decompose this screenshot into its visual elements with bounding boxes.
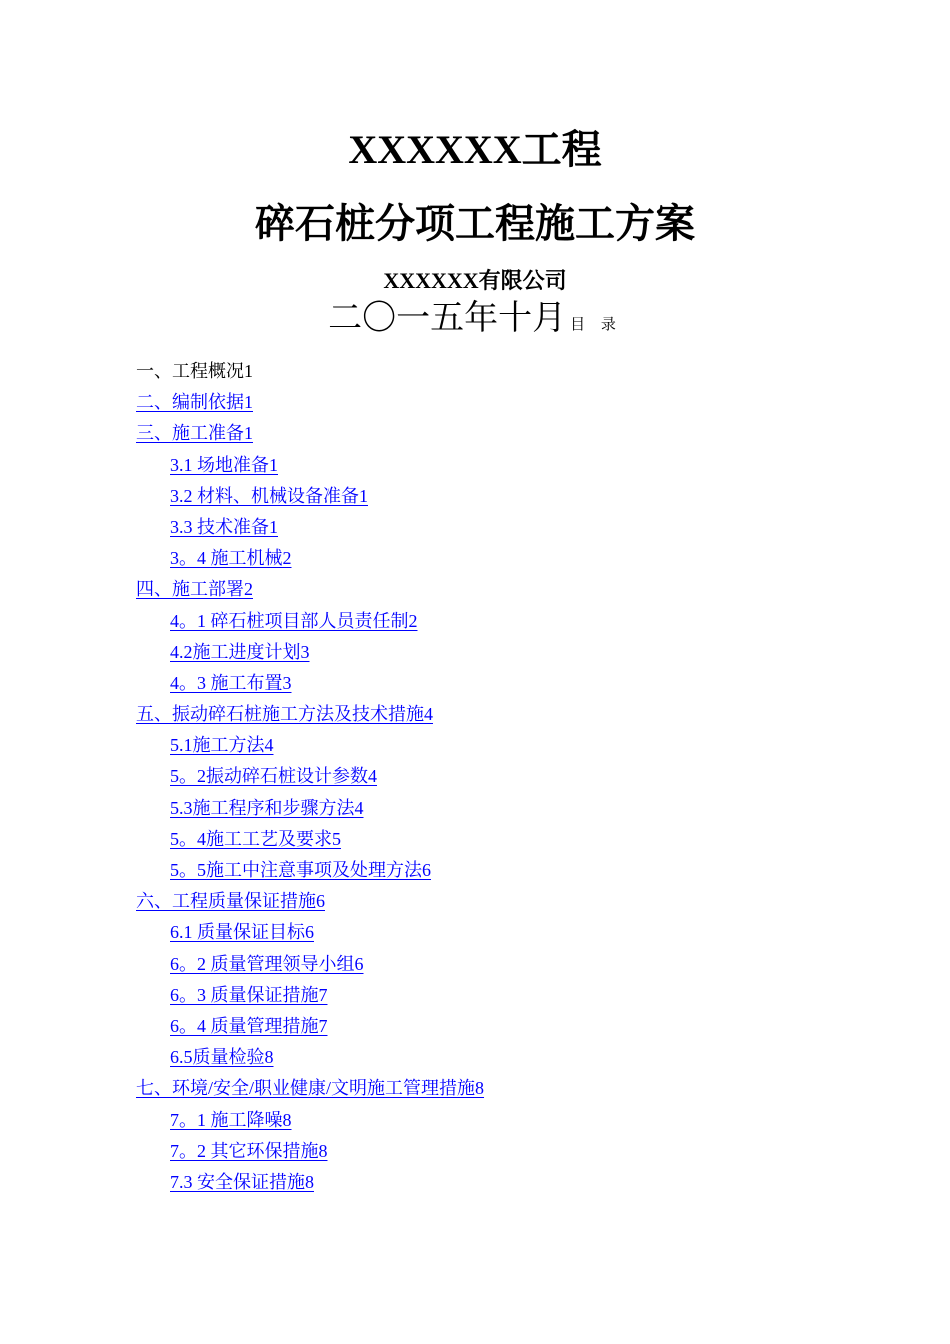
toc-item[interactable]	[0, 606, 950, 637]
toc-item[interactable]	[0, 1011, 950, 1042]
toc-item[interactable]	[0, 793, 950, 824]
toc-link[interactable]: 7。1 施工降噪8	[170, 1109, 292, 1130]
toc-link[interactable]: 3.2 材料、机械设备准备1	[170, 485, 368, 506]
toc-item[interactable]	[0, 949, 950, 980]
toc-item[interactable]	[0, 543, 950, 574]
toc-link[interactable]: 4。1 碎石桩项目部人员责任制2	[170, 610, 418, 631]
toc-link[interactable]: 六、工程质量保证措施6	[136, 891, 325, 912]
toc-item[interactable]	[0, 699, 950, 730]
toc-item[interactable]	[0, 512, 950, 543]
toc-item[interactable]	[0, 1042, 950, 1073]
toc-link[interactable]: 4.2施工进度计划3	[170, 641, 310, 662]
toc-item[interactable]	[0, 855, 950, 886]
toc-link[interactable]: 6.1 质量保证目标6	[170, 922, 314, 943]
document-date: 二〇一五年十月	[328, 300, 567, 337]
toc-link[interactable]: 6。2 质量管理领导小组6	[170, 953, 364, 974]
toc-item[interactable]	[0, 980, 950, 1011]
document-subtitle: 碎石桩分项工程施工方案	[255, 201, 695, 246]
toc-link[interactable]: 七、环境/安全/职业健康/文明施工管理措施8	[136, 1078, 485, 1099]
company-name: XXXXXX有限公司	[383, 268, 567, 293]
toc-link[interactable]: 7.3 安全保证措施8	[170, 1171, 314, 1192]
toc-heading: 目 录	[570, 317, 622, 333]
toc-link[interactable]: 3.3 技术准备1	[170, 516, 278, 537]
table-of-contents	[0, 356, 950, 1198]
toc-item[interactable]	[0, 418, 950, 449]
toc-link[interactable]: 5。5施工中注意事项及处理方法6	[170, 860, 431, 880]
toc-link[interactable]: 3。4 施工机械2	[170, 548, 292, 569]
toc-link[interactable]: 5.3施工程序和步骤方法4	[170, 797, 364, 818]
date-row	[0, 296, 950, 348]
toc-item[interactable]	[0, 637, 950, 668]
toc-item[interactable]	[0, 387, 950, 418]
toc-item[interactable]	[0, 917, 950, 948]
toc-link[interactable]: 7。2 其它环保措施8	[170, 1140, 328, 1161]
toc-link[interactable]: 6。4 质量管理措施7	[170, 1015, 328, 1036]
toc-item[interactable]	[0, 886, 950, 917]
toc-item	[0, 356, 950, 387]
toc-link[interactable]: 二、编制依据1	[136, 392, 253, 413]
toc-link[interactable]: 五、振动碎石桩施工方法及技术措施4	[136, 704, 433, 725]
toc-link[interactable]: 3.1 场地准备1	[170, 454, 278, 475]
toc-item[interactable]	[0, 1073, 950, 1104]
toc-item[interactable]	[0, 668, 950, 699]
toc-item[interactable]	[0, 824, 950, 855]
toc-item[interactable]	[0, 1136, 950, 1167]
document-title: XXXXXX工程	[348, 127, 602, 172]
toc-link[interactable]: 三、施工准备1	[136, 423, 253, 444]
toc-link[interactable]: 5。4施工工艺及要求5	[170, 828, 341, 849]
toc-link[interactable]: 6.5质量检验8	[170, 1047, 274, 1068]
toc-label: 一、工程概况1	[136, 361, 253, 381]
toc-link[interactable]: 4。3 施工布置3	[170, 672, 292, 693]
toc-item[interactable]	[0, 1105, 950, 1136]
toc-link[interactable]: 6。3 质量保证措施7	[170, 984, 328, 1005]
toc-link[interactable]: 5。2振动碎石桩设计参数4	[170, 766, 377, 787]
toc-item[interactable]	[0, 761, 950, 792]
toc-item[interactable]	[0, 1167, 950, 1198]
toc-link[interactable]: 5.1施工方法4	[170, 735, 274, 756]
toc-item[interactable]	[0, 574, 950, 605]
toc-item[interactable]	[0, 730, 950, 761]
toc-link[interactable]: 四、施工部署2	[136, 579, 253, 600]
toc-item[interactable]	[0, 450, 950, 481]
toc-item[interactable]	[0, 481, 950, 512]
